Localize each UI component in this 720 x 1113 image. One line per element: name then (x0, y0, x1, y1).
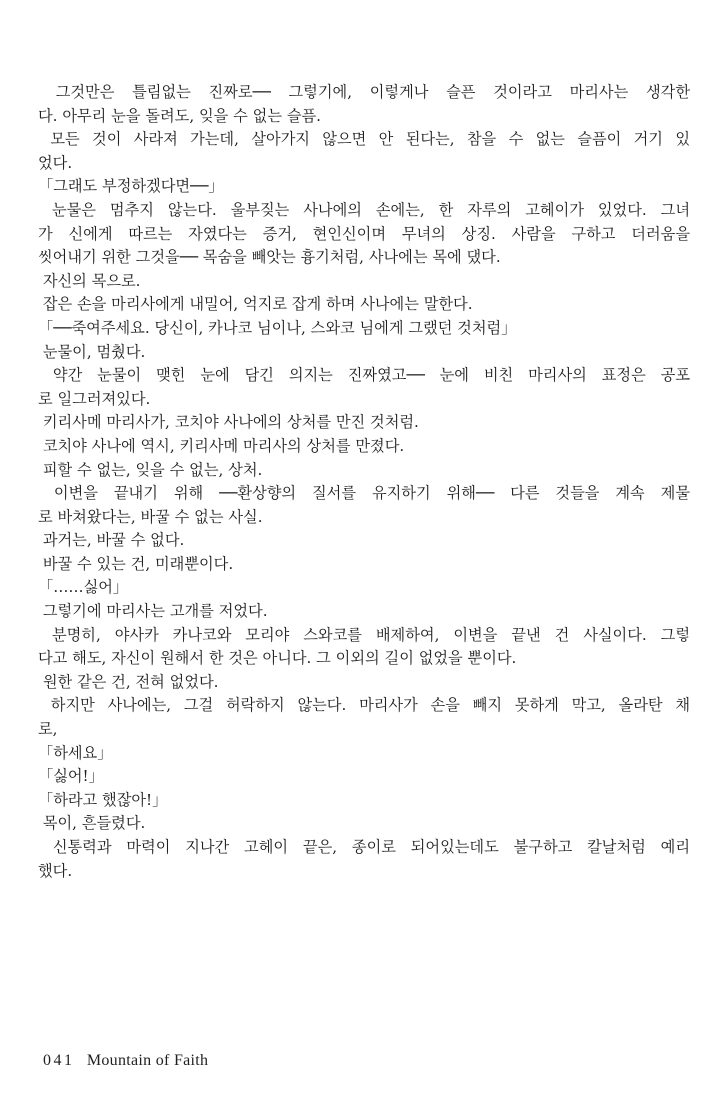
text-line: 했다. (38, 861, 73, 880)
text-line: 씻어내기 위한 그것을── 목숨을 빼앗는 흉기처럼, 사나에는 목에 댔다. (38, 248, 501, 267)
body-text (38, 81, 690, 883)
text-line: 바꿀 수 있는 건, 미래뿐이다. (38, 554, 234, 573)
book-title: Mountain of Faith (86, 1052, 209, 1069)
text-line: 키리사메 마리사가, 코치야 사나에의 상처를 만진 것처럼. (38, 413, 419, 432)
text-line: 다. 아무리 눈을 돌려도, 잊을 수 없는 슬픔. (38, 106, 322, 125)
text-line: 「하라고 했잖아!」 (38, 790, 168, 809)
text-line: 잡은 손을 마리사에게 내밀어, 억지로 잡게 하며 사나에는 말한다. (38, 295, 473, 314)
text-line: 코치야 사나에 역시, 키리사메 마리사의 상처를 만졌다. (38, 436, 405, 455)
text-line: 모든 것이 사라져 가는데, 살아가지 않으면 안 된다는, 참을 수 없는 슬픔이 거기 있 (38, 130, 690, 149)
text-line: 그렇기에 마리사는 고개를 저었다. (38, 602, 268, 621)
text-line: 었다. (38, 153, 73, 172)
text-line: 과거는, 바꿀 수 없다. (38, 531, 185, 550)
text-line: 「하세요」 (38, 743, 113, 762)
text-line: 그것만은 틀림없는 진짜로── 그렇기에, 이렇게나 슬픈 것이라고 마리사는 생각한 (38, 83, 690, 101)
text-line: 하지만 사나에는, 그걸 허락하지 않는다. 마리사가 손을 빼지 못하게 막고, 올라탄 채 (38, 696, 690, 715)
text-line: 피할 수 없는, 잊을 수 없는, 상처. (38, 460, 263, 479)
text-line: 「──죽여주세요. 당신이, 카나코 님이나, 스와코 님에게 그랬던 것처럼」 (38, 318, 517, 337)
text-line: 약간 눈물이 맺힌 눈에 담긴 의지는 진짜였고── 눈에 비친 마리사의 표정은 공포 (38, 366, 690, 385)
text-line: 자신의 목으로. (38, 271, 141, 290)
text-line: 「싫어!」 (38, 767, 104, 786)
text-line: 다고 해도, 자신이 원해서 한 것은 아니다. 그 이외의 길이 없었을 뿐이다. (38, 649, 517, 668)
text-line: 분명히, 야사카 카나코와 모리야 스와코를 배제하여, 이변을 끝낸 건 사실이다. 그렇 (38, 625, 690, 644)
page-number: 041 (43, 1052, 75, 1069)
text-line: 로 바쳐왔다는, 바꿀 수 없는 사실. (38, 507, 263, 526)
text-line: 눈물이, 멈췄다. (38, 342, 146, 361)
text-line: 원한 같은 건, 전혀 없었다. (38, 672, 219, 691)
text-line: 가 신에게 따르는 자였다는 증거, 현인신이며 무녀의 상징. 사람을 구하고 더러움을 (38, 224, 690, 243)
text-line: 「……싫어」 (38, 578, 129, 597)
text-line: 목이, 흔들렸다. (38, 814, 146, 833)
text-line: 로, (38, 720, 58, 739)
text-line: 이변을 끝내기 위해 ──환상향의 질서를 유지하기 위해── 다른 것들을 계속 제물 (38, 484, 690, 503)
text-line: 로 일그러져있다. (38, 389, 151, 408)
text-line: 「그래도 부정하겠다면──」 (38, 177, 224, 196)
page-footer (43, 1052, 208, 1070)
text-line: 눈물은 멈추지 않는다. 울부짖는 사나에의 손에는, 한 자루의 고헤이가 있었다. 그녀 (38, 200, 690, 219)
text-line: 신통력과 마력이 지나간 고헤이 끝은, 종이로 되어있는데도 불구하고 칼날처럼 예리 (38, 838, 690, 856)
